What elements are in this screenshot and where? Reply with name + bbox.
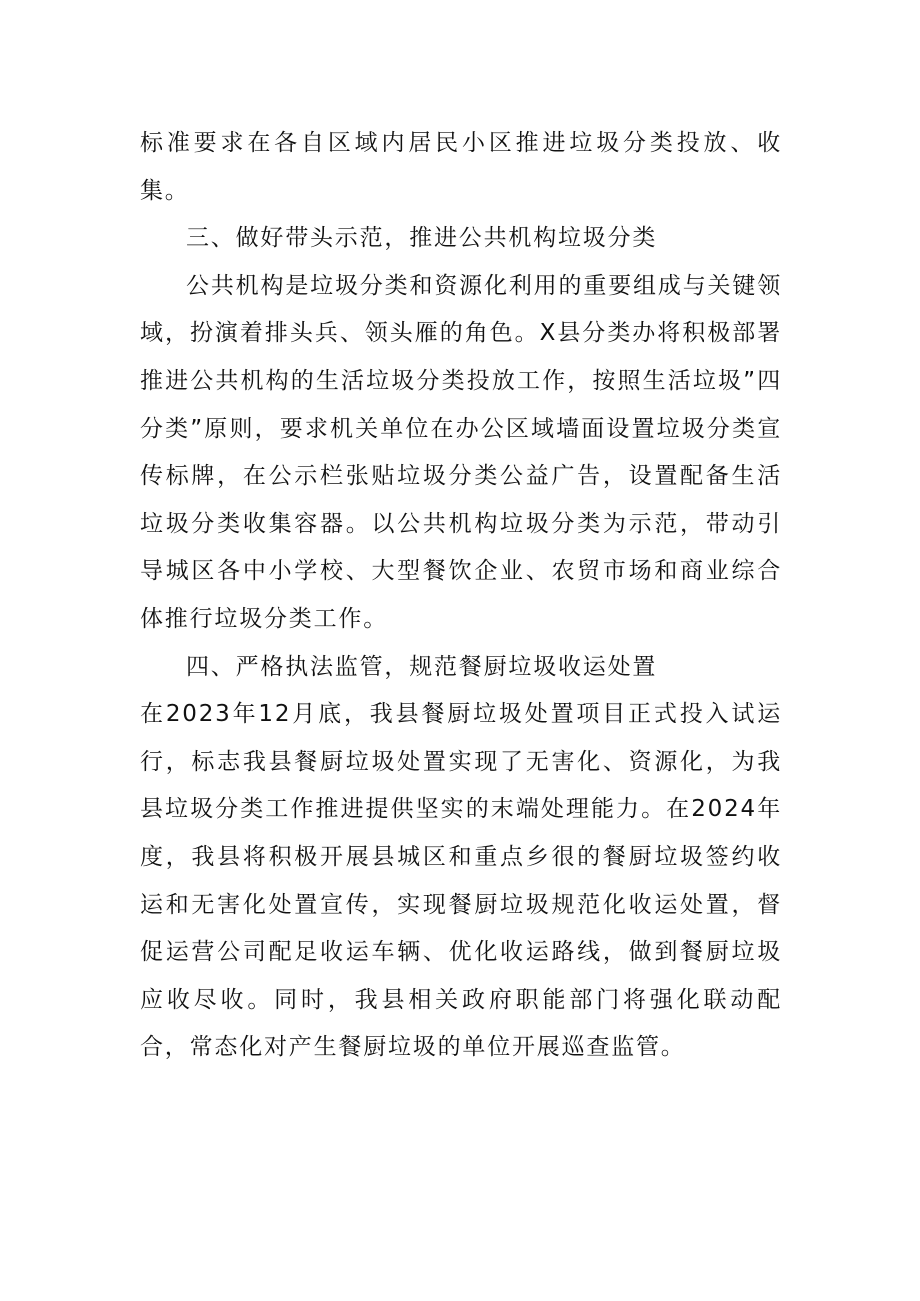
section-heading-3: 三、做好带头示范，推进公共机构垃圾分类 [186,225,658,252]
paragraph-kitchen-waste: 在2023年12月底，我县餐厨垃圾处置项目正式投入试运行，标志我县餐厨垃圾处置实现了无害化、资源化，为我县垃圾分类工作推进提供坚实的末端处理能力。在2024年度，我县将积极开展县城区和重点乡很的餐厨垃圾签约收运和无害化处置宣传，实现餐厨垃圾规范化收运处置，督促运营公司配足收运车辆、优化收运路线，做到餐厨垃圾应收尽收。同时，我县相关政府职能部门将强化联动配合，常态化对产生餐厨垃圾的单位开展巡查监管。 [140,701,782,1061]
paragraph-public-institutions: 公共机构是垃圾分类和资源化利用的重要组成与关键领域，扮演着排头兵、领头雁的角色。X县分类办将积极部署推进公共机构的生活垃圾分类投放工作，按照生活垃圾”四分类”原则，要求机关单位在办公区域墙面设置垃圾分类宣传标牌，在公示栏张贴垃圾分类公益广告，设置配备生活垃圾分类收集容器。以公共机构垃圾分类为示范，带动引导城区各中小学校、大型餐饮企业、农贸市场和商业综合体推行垃圾分类工作。 [140,272,782,632]
paragraph-continuation: 标准要求在各自区域内居民小区推进垃圾分类投放、收集。 [140,130,782,204]
section-heading-4: 四、严格执法监管，规范餐厨垃圾收运处置 [186,653,658,680]
document-body [140,120,782,1072]
